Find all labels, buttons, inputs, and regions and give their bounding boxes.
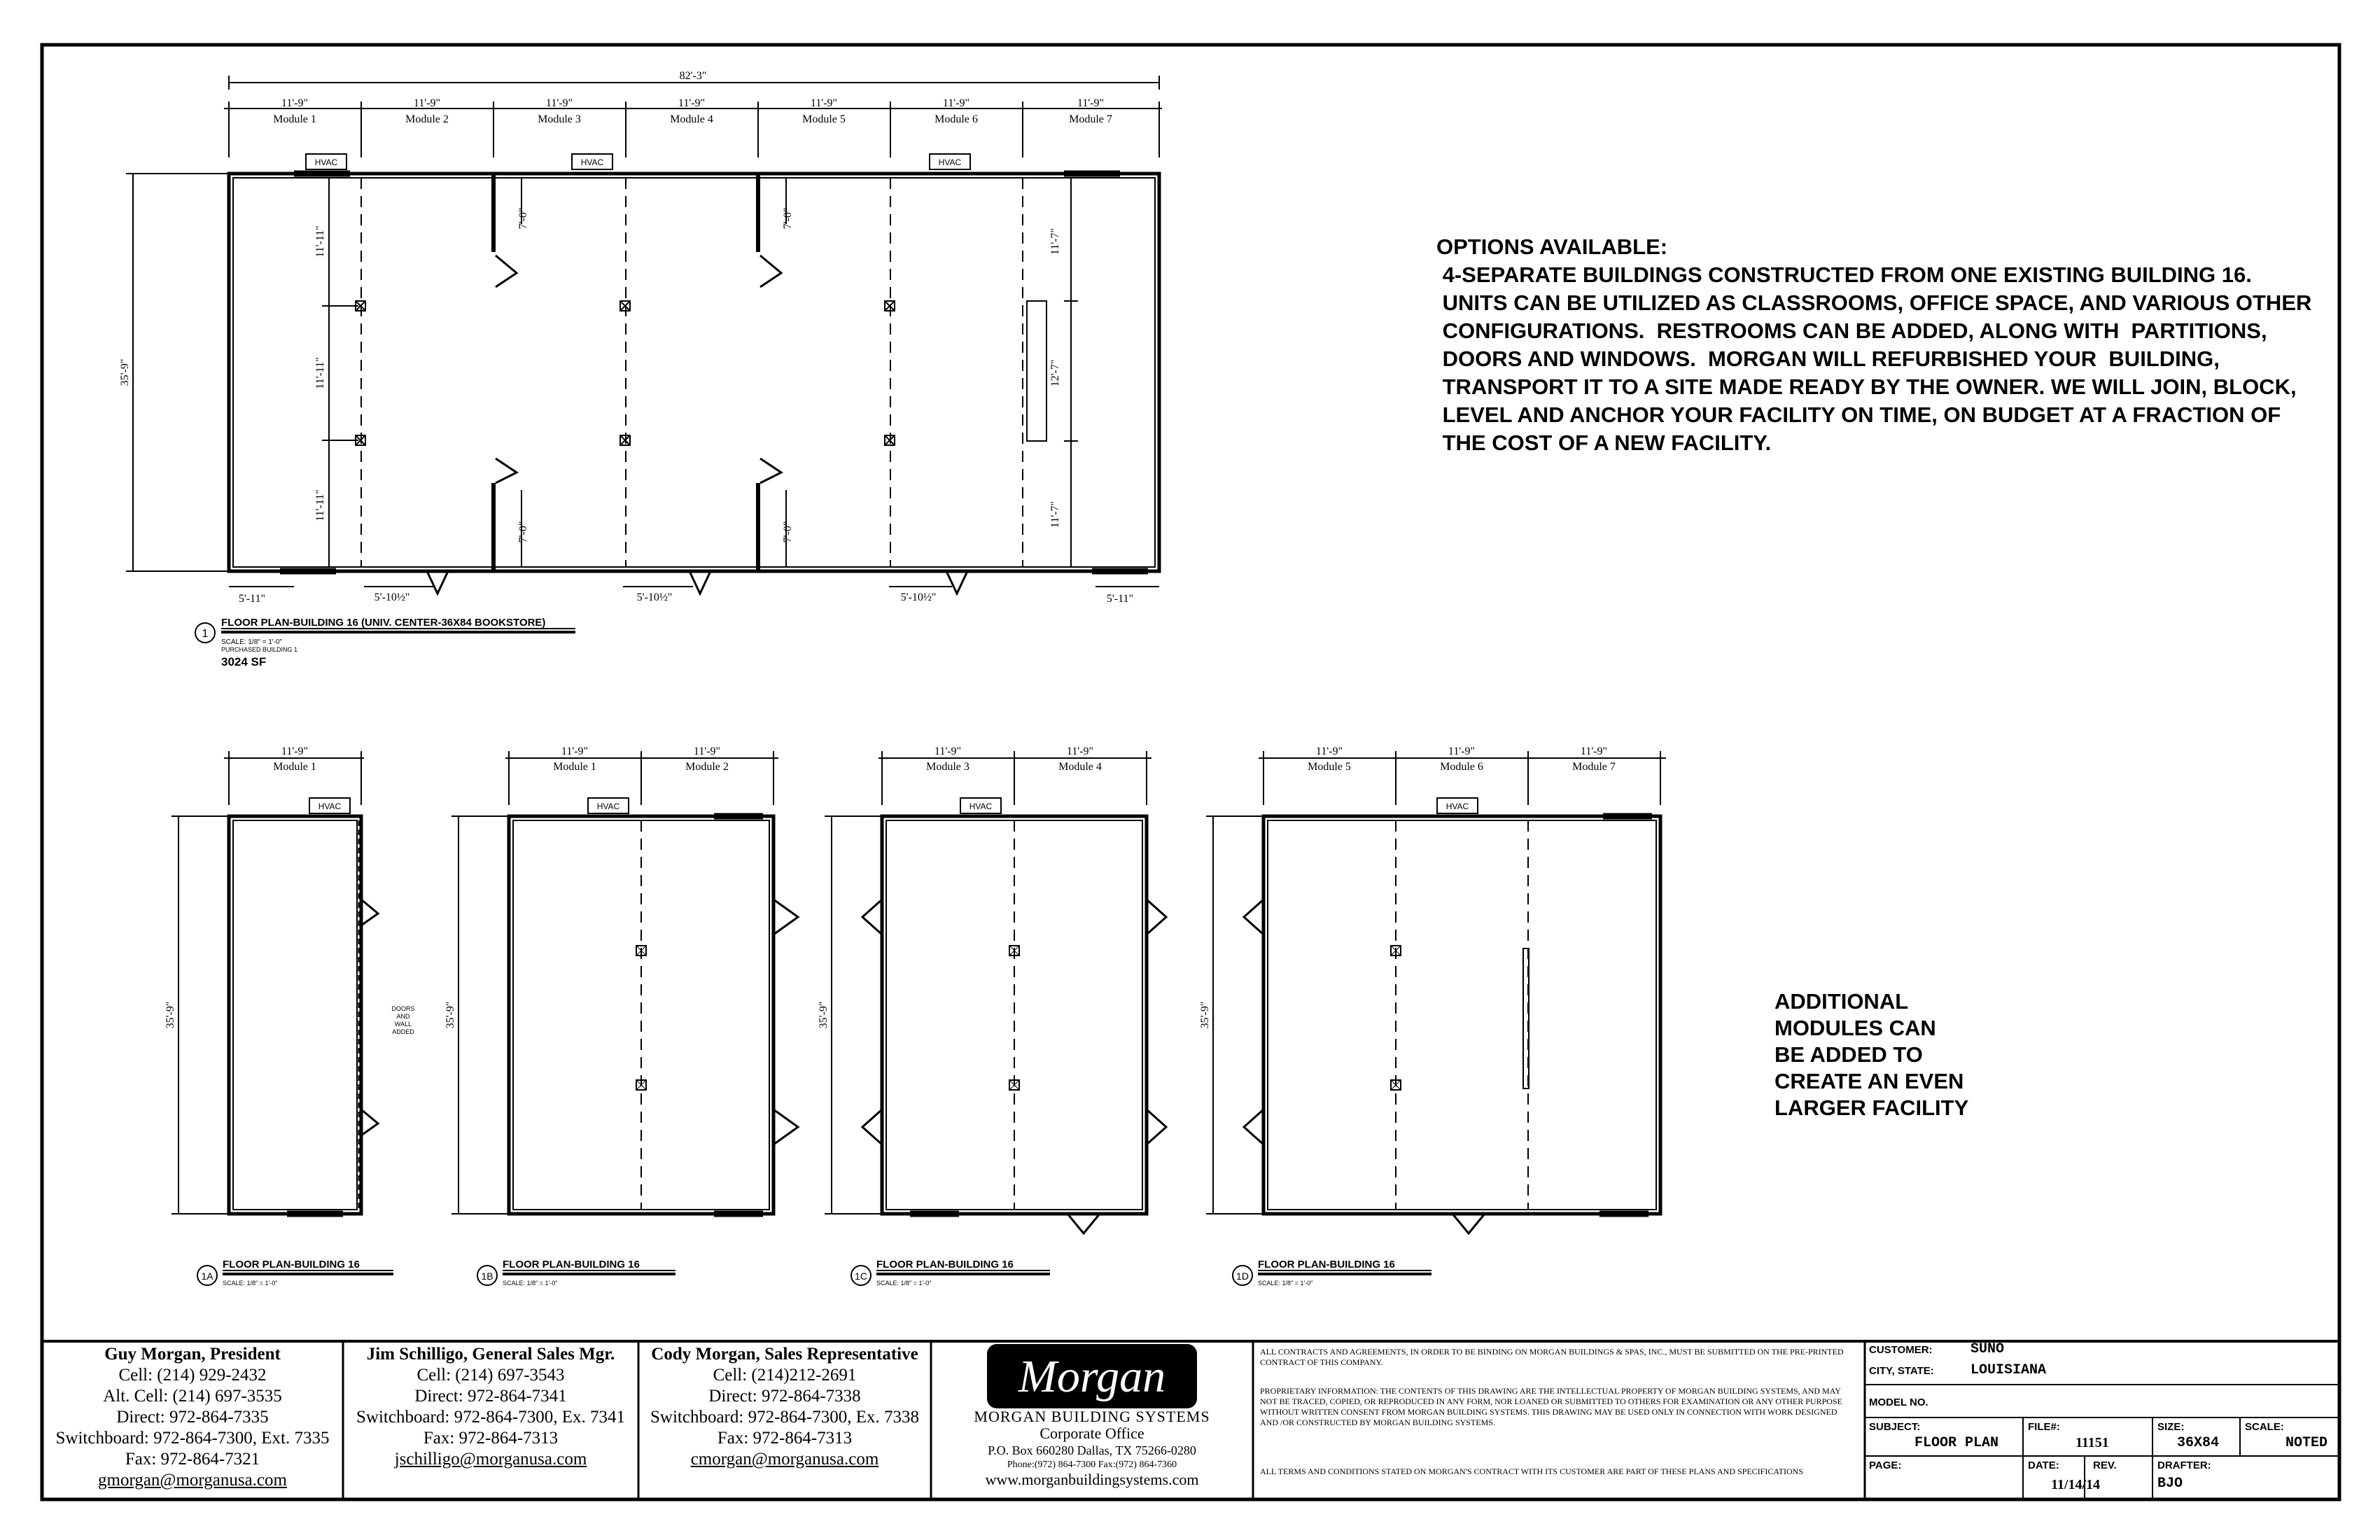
dim-label: 5'-10½" — [636, 592, 673, 603]
company-office: Corporate Office — [1040, 1424, 1144, 1442]
module-dim: 11'-9" — [810, 97, 838, 109]
module-dim: 11'-9" — [934, 746, 962, 757]
module-label: Module 3 — [538, 113, 581, 125]
plan-area: 3024 SF — [221, 655, 267, 668]
doors-note: ADDED — [392, 1028, 414, 1035]
module-dim: 11'-9" — [678, 97, 706, 109]
additional-line: LARGER FACILITY — [1774, 1096, 1969, 1120]
legal-terms: ALL TERMS AND CONDITIONS STATED ON MORGAN'S CONTRACT WITH ITS CUSTOMER ARE PART OF THESE PLANS AND SPECIFICATIONS — [1260, 1466, 1804, 1476]
plan-number: 1 — [202, 628, 209, 640]
floor-plan-1b — [451, 751, 798, 1285]
module-dim: 11'-9" — [413, 97, 441, 109]
module-dim: 11'-9" — [942, 97, 970, 109]
dim-label: 7'-0" — [782, 207, 794, 230]
company-phones: Phone:(972) 864-7300 Fax:(972) 864-7360 — [1007, 1460, 1177, 1470]
city-state-label: CITY, STATE: — [1869, 1365, 1934, 1377]
additional-line: BE ADDED TO — [1774, 1042, 1923, 1067]
plan-scale: SCALE: 1/8" = 1'-0" — [1258, 1280, 1313, 1287]
contact-name: Jim Schilligo, General Sales Mgr. — [366, 1345, 615, 1364]
contact-line: Fax: 972-864-7313 — [717, 1429, 853, 1448]
module-label: Module 1 — [553, 761, 596, 773]
plan-title: FLOOR PLAN-BUILDING 16 — [876, 1259, 1014, 1270]
dim-label: 11'-11" — [314, 225, 326, 258]
module-label: Module 6 — [1440, 761, 1483, 773]
dim-label: 11'-7" — [1049, 500, 1061, 528]
options-line: DOORS AND WINDOWS. MORGAN WILL REFURBISHED YOUR BUILDING, — [1436, 346, 2220, 371]
plan-number: 1B — [481, 1270, 493, 1282]
date-label: DATE: — [2028, 1460, 2059, 1471]
plan-title: FLOOR PLAN-BUILDING 16 — [1258, 1259, 1395, 1270]
depth-dim: 35'-9" — [119, 358, 131, 386]
module-dim: 11'-9" — [693, 746, 721, 757]
contact-line: Direct: 972-864-7341 — [414, 1387, 567, 1406]
module-dim: 11'-9" — [281, 746, 309, 757]
dim-label: 5'-10½" — [374, 592, 410, 603]
depth-dim: 35'-9" — [1199, 1001, 1211, 1029]
drafter-value: BJO — [2157, 1476, 2183, 1492]
options-line: THE COST OF A NEW FACILITY. — [1436, 430, 1772, 455]
hvac-label: HVAC — [318, 802, 342, 811]
main-floor-plan — [126, 76, 1162, 643]
contact-cody-morgan — [640, 1344, 930, 1470]
contact-line: Alt. Cell: (214) 697-3535 — [103, 1387, 282, 1406]
size-value: 36X84 — [2177, 1435, 2220, 1451]
module-label: Module 1 — [273, 113, 316, 125]
contact-guy-morgan — [43, 1344, 342, 1491]
module-dim: 11'-9" — [1066, 746, 1094, 757]
floor-plan-1d — [1206, 751, 1666, 1285]
hvac-label: HVAC — [580, 158, 604, 167]
options-line: TRANSPORT IT TO A SITE MADE READY BY THE OWNER. WE WILL JOIN, BLOCK, — [1436, 374, 2297, 399]
file-value: 11151 — [2076, 1435, 2109, 1450]
module-label: Module 7 — [1069, 113, 1112, 125]
additional-line: ADDITIONAL — [1774, 989, 1909, 1014]
depth-dim: 35'-9" — [164, 1001, 176, 1029]
module-label: Module 7 — [1572, 761, 1616, 773]
contact-jim-schilligo — [344, 1344, 637, 1470]
legal-proprietary: PROPRIETARY INFORMATION: THE CONTENTS OF THIS DRAWING ARE THE INTELLECTUAL PROPERTY OF MORGAN BUILDING SYSTEMS, AND MAY NOT BE TRACED, COPIED, OR REPRODUCED IN ANY FORM, NOR LOANED OR SUBMITTED TO OTHERS FOR EXAMINATION OR ANY OTHER PURPOSE WITHOUT WRITTEN CONSENT FROM MORGAN BUILDING SYSTEMS. THIS DRAWING MAY BE USED ONLY IN CONNECTION WITH WORK DESIGNED AND /OR CONSTRUCTED BY MORGAN BUILDING SYSTEMS. — [1260, 1386, 1842, 1427]
contact-name: Guy Morgan, President — [104, 1345, 281, 1364]
plan-scale: SCALE: 1/8" = 1'-0" — [221, 638, 283, 646]
plan-title: FLOOR PLAN-BUILDING 16 — [503, 1259, 640, 1270]
dim-label: 11'-7" — [1049, 227, 1061, 255]
dim-label: 7'-0" — [782, 521, 794, 543]
subject-value: FLOOR PLAN — [1914, 1435, 1999, 1451]
company-name: MORGAN BUILDING SYSTEMS — [974, 1408, 1210, 1425]
module-dim: 11'-9" — [1077, 97, 1105, 109]
options-line: LEVEL AND ANCHOR YOUR FACILITY ON TIME, ON BUDGET AT A FRACTION OF — [1436, 402, 2281, 427]
contact-line: Fax: 972-864-7321 — [125, 1450, 260, 1469]
contact-line: Cell: (214) 697-3543 — [416, 1366, 565, 1385]
file-label: FILE#: — [2028, 1421, 2060, 1433]
contact-line: Switchboard: 972-864-7300, Ex. 7338 — [650, 1408, 919, 1427]
depth-dim: 35'-9" — [818, 1001, 830, 1029]
doors-note: WALL — [394, 1021, 412, 1028]
doors-note: AND — [396, 1013, 410, 1020]
doors-note: DOORS — [391, 1005, 415, 1012]
company-address: P.O. Box 660280 Dallas, TX 75266-0280 — [988, 1443, 1196, 1457]
customer-label: CUSTOMER: — [1869, 1344, 1933, 1356]
floor-plan-1a — [172, 751, 393, 1285]
hvac-label: HVAC — [969, 802, 993, 811]
module-label: Module 3 — [926, 761, 969, 773]
plan-number: 1A — [201, 1270, 214, 1282]
contact-line: Direct: 972-864-7338 — [708, 1387, 861, 1406]
scale-label: SCALE: — [2245, 1421, 2284, 1433]
hvac-label: HVAC — [938, 158, 962, 167]
plan-scale: SCALE: 1/8" = 1'-0" — [223, 1280, 278, 1287]
contact-line: Switchboard: 972-864-7300, Ex. 7341 — [356, 1408, 625, 1427]
module-label: Module 5 — [1308, 761, 1351, 773]
company-website-link[interactable]: www.morganbuildingsystems.com — [985, 1471, 1199, 1488]
date-value: 11/14/14 — [2051, 1477, 2101, 1492]
module-label: Module 5 — [802, 113, 846, 125]
rev-label: REV. — [2093, 1460, 2117, 1471]
dim-label: 11'-11" — [314, 357, 326, 389]
plan-scale: SCALE: 1/8" = 1'-0" — [876, 1280, 932, 1287]
dim-label: 5'-11" — [1106, 593, 1134, 605]
plan-number: 1C — [855, 1270, 867, 1282]
customer-value: SUNO — [1970, 1341, 2005, 1357]
module-label: Module 6 — [934, 113, 978, 125]
page-label: PAGE: — [1869, 1460, 1902, 1471]
plan-scale: SCALE: 1/8" = 1'-0" — [503, 1280, 558, 1287]
contact-email-link[interactable]: cmorgan@morganusa.com — [690, 1450, 879, 1469]
options-line: CONFIGURATIONS. RESTROOMS CAN BE ADDED, ALONG WITH PARTITIONS, — [1436, 318, 2267, 343]
additional-line: CREATE AN EVEN — [1774, 1069, 1964, 1093]
hvac-label: HVAC — [314, 158, 338, 167]
dim-label: 5'-10½" — [900, 592, 937, 603]
module-label: Module 2 — [405, 113, 449, 125]
subject-label: SUBJECT: — [1869, 1421, 1921, 1433]
options-heading: OPTIONS AVAILABLE: — [1436, 234, 1668, 259]
dim-label: 5'-11" — [238, 593, 266, 605]
scale-value: NOTED — [2286, 1435, 2328, 1451]
drafter-label: DRAFTER: — [2157, 1460, 2211, 1471]
module-dim: 11'-9" — [1448, 746, 1476, 757]
contact-line: Cell: (214)212-2691 — [713, 1366, 857, 1385]
contact-email-link[interactable]: gmorgan@morganusa.com — [98, 1471, 287, 1490]
city-state-value: LOUISIANA — [1970, 1362, 2047, 1378]
company-info — [932, 1408, 1252, 1488]
contact-line: Fax: 972-864-7313 — [423, 1429, 559, 1448]
morgan-logo: Morgan — [1018, 1351, 1166, 1402]
plan-note: PURCHASED BUILDING 1 — [221, 646, 298, 653]
floor-plan-1c — [825, 751, 1166, 1285]
plan-number: 1D — [1236, 1270, 1249, 1282]
options-line: 4-SEPARATE BUILDINGS CONSTRUCTED FROM ONE EXISTING BUILDING 16. — [1436, 262, 2252, 287]
options-line: UNITS CAN BE UTILIZED AS CLASSROOMS, OFFICE SPACE, AND VARIOUS OTHER — [1436, 290, 2312, 315]
model-no-label: MODEL NO. — [1869, 1396, 1928, 1408]
plan-title: FLOOR PLAN-BUILDING 16 — [223, 1259, 360, 1270]
dim-label: 7'-0" — [517, 207, 529, 230]
module-label: Module 4 — [670, 113, 713, 125]
overall-dim: 82'-3" — [679, 70, 707, 82]
module-dim: 11'-9" — [1580, 746, 1608, 757]
contact-line: Switchboard: 972-864-7300, Ext. 7335 — [55, 1429, 330, 1448]
contact-name: Cody Morgan, Sales Representative — [651, 1345, 918, 1364]
contact-email-link[interactable]: jschilligo@morganusa.com — [394, 1450, 587, 1469]
dim-label: 7'-0" — [517, 521, 529, 543]
module-dim: 11'-9" — [1315, 746, 1343, 757]
module-dim: 11'-9" — [561, 746, 589, 757]
module-dim: 11'-9" — [281, 97, 309, 109]
dim-label: 12'-7" — [1049, 359, 1061, 387]
module-label: Module 1 — [273, 761, 316, 773]
legal-contracts: ALL CONTRACTS AND AGREEMENTS, IN ORDER TO BE BINDING ON MORGAN BUILDINGS & SPAS, INC., MUST BE SUBMITTED ON THE PRE-PRINTED CONTRACT OF THIS COMPANY. — [1260, 1347, 1844, 1367]
module-label: Module 4 — [1058, 761, 1102, 773]
module-dim: 11'-9" — [545, 97, 573, 109]
module-label: Module 2 — [685, 761, 729, 773]
plan-title: FLOOR PLAN-BUILDING 16 (UNIV. CENTER-36X84 BOOKSTORE) — [221, 617, 546, 629]
contact-line: Direct: 972-864-7335 — [116, 1408, 269, 1427]
hvac-label: HVAC — [1446, 802, 1469, 811]
additional-line: MODULES CAN — [1774, 1016, 1936, 1040]
contact-line: Cell: (214) 929-2432 — [118, 1366, 267, 1385]
depth-dim: 35'-9" — [444, 1001, 456, 1029]
dim-label: 11'-11" — [314, 489, 326, 522]
hvac-label: HVAC — [596, 802, 620, 811]
size-label: SIZE: — [2157, 1421, 2185, 1433]
